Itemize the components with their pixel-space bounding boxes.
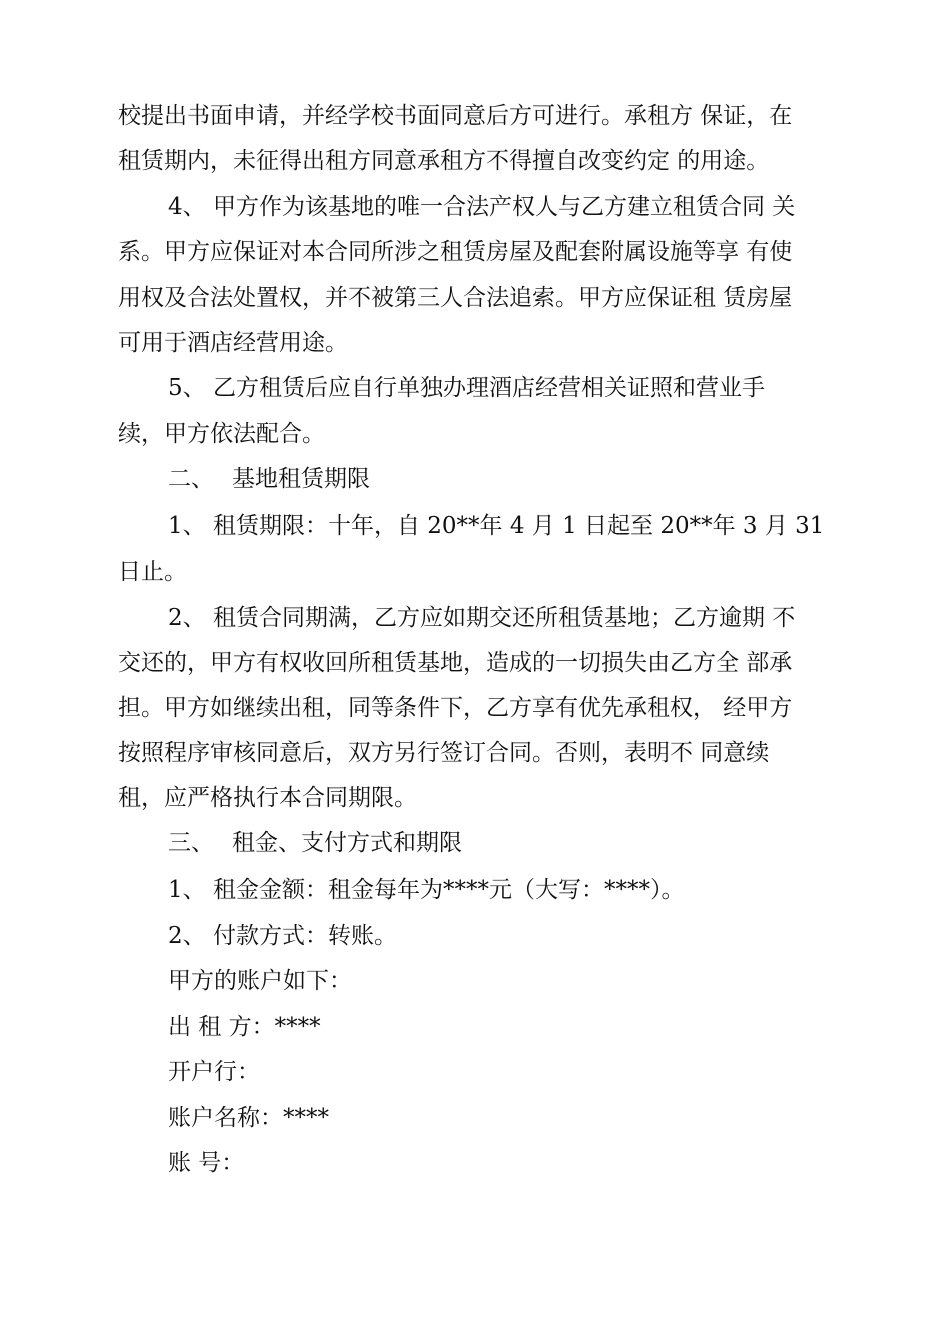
paragraph-line: 甲方的账户如下： (168, 968, 352, 994)
section-title: 基地租赁期限 (232, 466, 370, 492)
account-field: 账户名称：**** (168, 1105, 329, 1131)
paragraph-line: 可用于酒店经营用途。 (118, 330, 348, 356)
section-heading (168, 465, 370, 493)
account-field: 账 号： (168, 1150, 245, 1176)
paragraph-line: 租，应严格执行本合同期限。 (118, 785, 417, 811)
account-field: 开户行： (168, 1059, 260, 1085)
paragraph-line: 1、 租金金额：租金每年为****元（大写：****）。 (168, 877, 685, 903)
section-heading (168, 829, 462, 857)
section-number: 三、 (168, 830, 214, 856)
paragraph-line: 日止。 (118, 559, 187, 585)
account-field: 出 租 方：**** (168, 1014, 321, 1040)
paragraph-line: 2、 租赁合同期满，乙方应如期交还所租赁基地；乙方逾期 不 (168, 605, 796, 631)
paragraph-line: 2、 付款方式：转账。 (168, 923, 397, 949)
paragraph-line: 租赁期内，未征得出租方同意承租方不得擅自改变约定 的用途。 (118, 148, 770, 174)
paragraph-line: 4、 甲方作为该基地的唯一合法产权人与乙方建立租赁合同 关 (168, 194, 796, 220)
paragraph-line: 担。甲方如继续出租，同等条件下，乙方享有优先承租权， 经甲方 (118, 695, 793, 721)
paragraph-line: 交还的，甲方有权收回所租赁基地，造成的一切损失由乙方全 部承 (118, 650, 793, 676)
paragraph-line: 校提出书面申请，并经学校书面同意后方可进行。承租方 保证，在 (118, 103, 793, 129)
paragraph-line: 按照程序审核同意后，双方另行签订合同。否则，表明不 同意续 (118, 740, 770, 766)
paragraph-line: 用权及合法处置权，并不被第三人合法追索。甲方应保证租 赁房屋 (118, 285, 793, 311)
paragraph-line: 5、 乙方租赁后应自行单独办理酒店经营相关证照和营业手 (168, 375, 765, 401)
paragraph-line: 1、 租赁期限：十年，自 20**年 4 月 1 日起至 20**年 3 月 31 (168, 513, 825, 539)
section-number: 二、 (168, 466, 214, 492)
paragraph-line: 续，甲方依法配合。 (118, 421, 325, 447)
section-title: 租金、支付方式和期限 (232, 830, 462, 856)
paragraph-line: 系。甲方应保证对本合同所涉之租赁房屋及配套附属设施等享 有使 (118, 239, 793, 265)
